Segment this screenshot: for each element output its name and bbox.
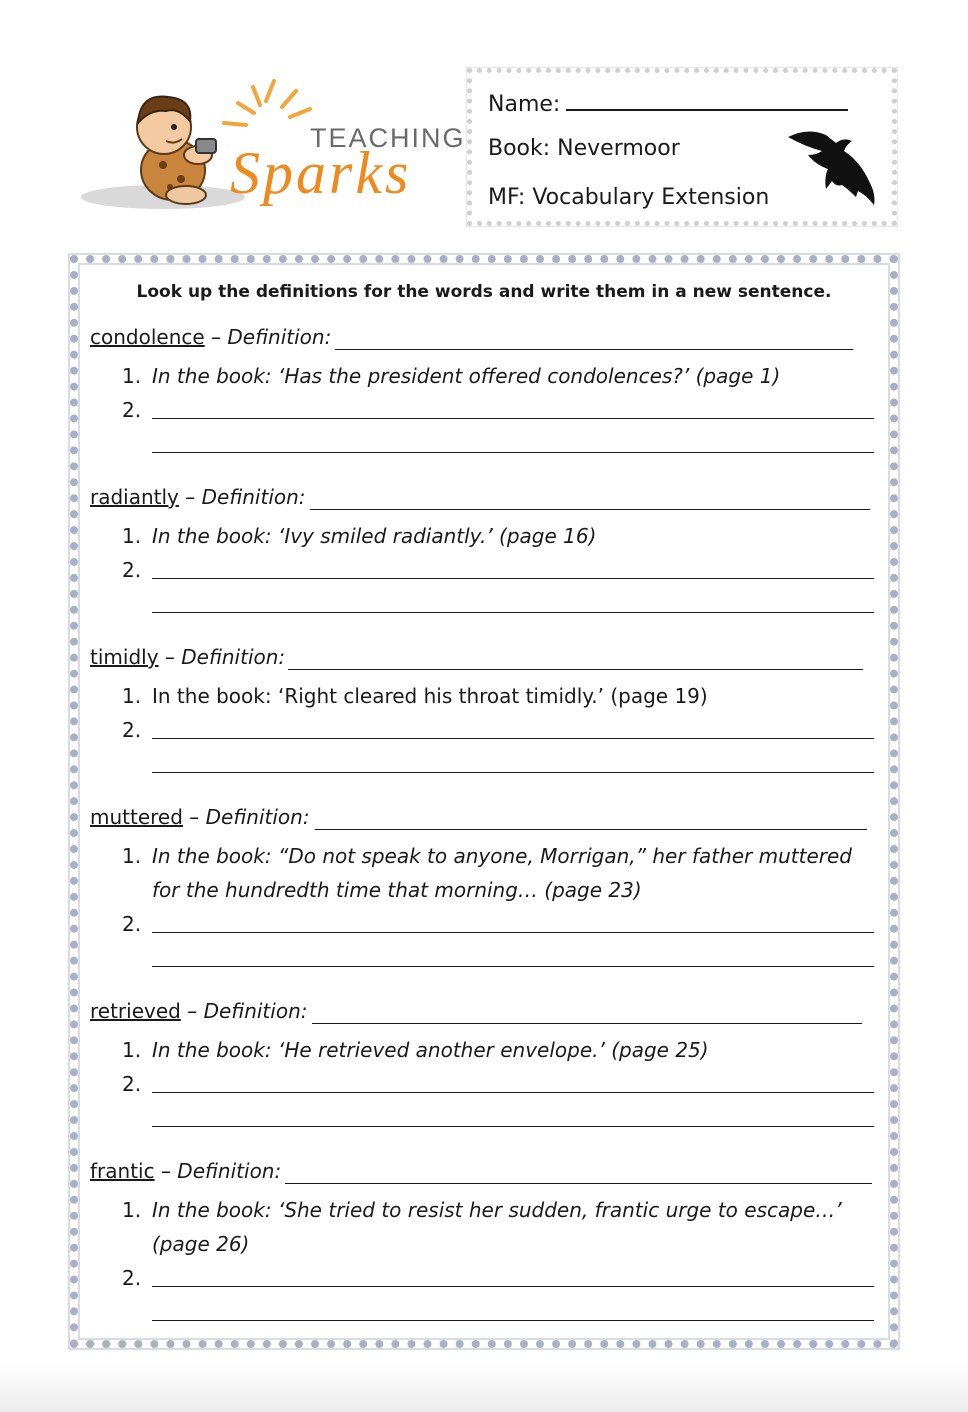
item-number: 1. [122, 844, 142, 868]
book-example [90, 519, 874, 553]
item-number: 2. [122, 558, 142, 582]
raven-icon [786, 125, 878, 207]
item-number: 2. [122, 398, 142, 422]
writing-rule [152, 738, 874, 739]
vocab-word: frantic [90, 1159, 155, 1183]
sentence-writing-line[interactable] [90, 1101, 874, 1135]
vocab-entry [90, 485, 874, 621]
sentence-writing-line[interactable] [90, 587, 874, 621]
writing-rule [152, 966, 874, 967]
vocab-word: condolence [90, 325, 205, 349]
example-sentence: In the book: ‘Has the president offered condolences?’ (page 1) [152, 364, 781, 388]
word-definition-row [90, 645, 874, 679]
example-sentence: In the book: ‘Ivy smiled radiantly.’ (page 16) [152, 524, 597, 548]
definition-blank-line[interactable] [315, 829, 867, 830]
item-number: 1. [122, 1038, 142, 1062]
vocab-word: radiantly [90, 485, 179, 509]
item-number: 2. [122, 718, 142, 742]
page-bottom-shade [0, 1362, 968, 1412]
definition-blank-line[interactable] [288, 669, 863, 670]
writing-rule [152, 932, 874, 933]
book-title: Book: Nevermoor [488, 136, 680, 161]
writing-rule [152, 418, 874, 419]
name-row [488, 89, 848, 117]
word-definition-row [90, 999, 874, 1033]
book-example [90, 1193, 874, 1261]
writing-rule [152, 612, 874, 613]
worksheet-panel [70, 255, 898, 1348]
definition-label: – Definition: [160, 1159, 282, 1183]
word-definition-row [90, 485, 874, 519]
sentence-writing-line[interactable] [90, 1067, 874, 1101]
item-number: 1. [122, 524, 142, 548]
name-label: Name: [488, 92, 561, 117]
example-sentence: In the book: ‘Right cleared his throat timidly.’ (page 19) [152, 684, 708, 708]
example-sentence: In the book: ‘She tried to resist her sudden, frantic urge to escape…’ (page 26) [152, 1198, 842, 1256]
book-example [90, 359, 874, 393]
item-number: 2. [122, 1266, 142, 1290]
definition-blank-line[interactable] [335, 349, 853, 350]
logo-sparks-text: Sparks [230, 140, 412, 206]
vocab-entry [90, 325, 874, 461]
definition-blank-line[interactable] [310, 509, 870, 510]
vocab-entry [90, 999, 874, 1135]
writing-rule [152, 1092, 874, 1093]
definition-label: – Definition: [185, 485, 306, 509]
book-example [90, 1033, 874, 1067]
sentence-writing-line[interactable] [90, 941, 874, 975]
item-number: 1. [122, 1198, 142, 1222]
name-blank-line[interactable] [566, 89, 848, 111]
word-definition-row [90, 1159, 874, 1193]
sentence-writing-line[interactable] [90, 427, 874, 461]
instruction-text: Look up the definitions for the words and write them in a new sentence. [136, 282, 832, 302]
example-sentence: In the book: “Do not speak to anyone, Morrigan,” her father muttered for the hundredth time that morning… (page 23) [152, 844, 852, 902]
activity-title: MF: Vocabulary Extension [488, 185, 770, 210]
definition-label: – Definition: [187, 999, 308, 1023]
writing-rule [152, 1126, 874, 1127]
sentence-writing-line[interactable] [90, 393, 874, 427]
writing-rule [152, 1320, 874, 1321]
sentence-writing-line[interactable] [90, 713, 874, 747]
writing-rule [152, 1286, 874, 1287]
vocab-word: timidly [90, 645, 159, 669]
sentence-writing-line[interactable] [90, 747, 874, 781]
definition-label: – Definition: [164, 645, 286, 669]
vocab-entry [90, 645, 874, 781]
sentence-writing-line[interactable] [90, 1295, 874, 1329]
vocab-entry [90, 1159, 874, 1329]
teaching-sparks-logo [78, 75, 466, 225]
logo-teaching-text: TEACHING [310, 123, 466, 153]
student-info-box [467, 68, 897, 226]
item-number: 2. [122, 1072, 142, 1096]
sentence-writing-line[interactable] [90, 907, 874, 941]
sentence-writing-line[interactable] [90, 553, 874, 587]
vocab-entry [90, 805, 874, 975]
writing-rule [152, 452, 874, 453]
writing-rule [152, 772, 874, 773]
vocab-word: retrieved [90, 999, 181, 1023]
book-example [90, 679, 874, 713]
example-sentence: In the book: ‘He retrieved another envelope.’ (page 25) [152, 1038, 709, 1062]
definition-blank-line[interactable] [285, 1183, 872, 1184]
sentence-writing-line[interactable] [90, 1261, 874, 1295]
definition-label: – Definition: [189, 805, 310, 829]
definition-blank-line[interactable] [312, 1023, 862, 1024]
item-number: 1. [122, 684, 142, 708]
vocab-word: muttered [90, 805, 183, 829]
word-definition-row [90, 805, 874, 839]
definition-label: – Definition: [211, 325, 332, 349]
item-number: 2. [122, 912, 142, 936]
word-definition-row [90, 325, 874, 359]
item-number: 1. [122, 364, 142, 388]
book-example [90, 839, 874, 907]
writing-rule [152, 578, 874, 579]
